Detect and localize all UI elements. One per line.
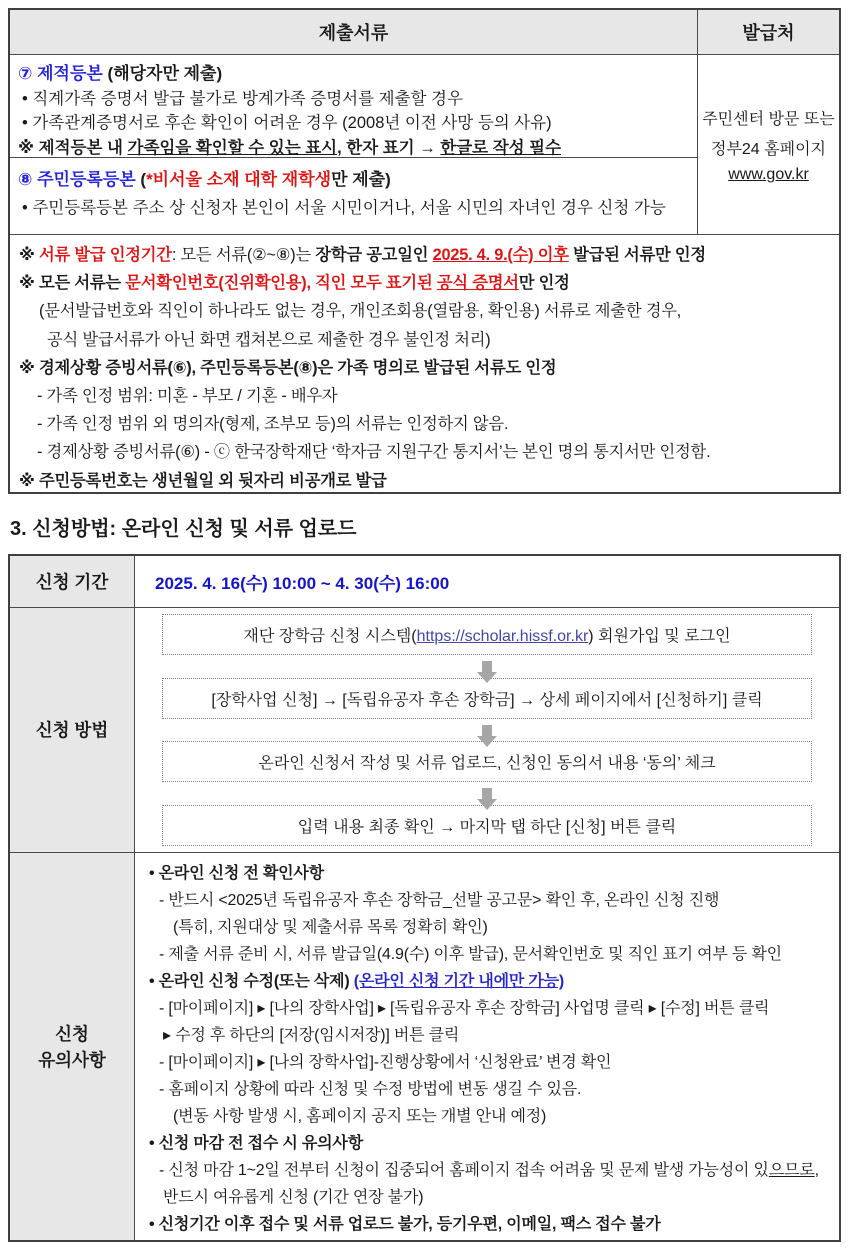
caution-line: - 반드시 <2025년 독립유공자 후손 장학금_선발 공고문> 확인 후, 온라인 신청 진행 bbox=[159, 892, 720, 909]
note-official-docs: ※ 모든 서류는 문서확인번호(진위확인용), 직인 모두 표기된 공식 증명서만 인정 bbox=[19, 274, 570, 293]
documents-rows bbox=[10, 55, 698, 235]
doc-7-bullet-1: • 직계가족 증명서 발급 불가로 방계가족 증명서를 제출할 경우 bbox=[22, 90, 463, 108]
doc-item-7-jeojeok bbox=[10, 55, 697, 158]
doc-8-title: ⑧ 주민등록등본 (*비서울 소재 대학 재학생만 제출) bbox=[18, 170, 391, 189]
flow-step-2: [장학사업 신청] → [독립유공자 후손 장학금] → 상세 페이지에서 [신청하기] 클릭 bbox=[162, 678, 812, 719]
caution-line: (변동 사항 발생 시, 홈페이지 공지 또는 개별 안내 예정) bbox=[173, 1108, 547, 1125]
note-official-docs-sub-1: (문서발급번호와 직인이 하나라도 없는 경우, 개인조회용(열람용, 확인용) 서류로 제출한 경우, bbox=[39, 302, 682, 321]
note-issue-period: ※ 서류 발급 인정기간: 모든 서류(②~⑧)는 장학금 공고일인 2025. 4. 9.(수) 이후 발급된 서류만 인정 bbox=[19, 246, 706, 264]
note-official-docs-sub-2: 공식 발급서류가 아닌 화면 캡쳐본으로 제출한 경우 불인정 처리) bbox=[47, 330, 491, 349]
caution-line: (특히, 지원대상 및 제출서류 목록 정확히 확인) bbox=[173, 919, 488, 936]
edit-period-link[interactable]: (온라인 신청 기간 내에만 가능) bbox=[353, 973, 565, 990]
caution-head-precheck: • 온라인 신청 전 확인사항 bbox=[149, 865, 324, 882]
application-table bbox=[8, 554, 841, 1242]
note-family-scope-3: - 경제상황 증빙서류(⑥) - ⓒ 한국장학재단 ‘학자금 지원구간 통지서’는 본인 명의 통지서만 인정함. bbox=[37, 443, 711, 462]
note-family-name-docs: ※ 경제상황 증빙서류(⑥), 주민등록등본(⑧)은 가족 명의로 발급된 서류도 인정 bbox=[19, 358, 557, 377]
caution-line: - [마이페이지] ▸ [나의 장학사업] ▸ [독립유공자 후손 장학금] 사업명 클릭 ▸ [수정] 버튼 클릭 bbox=[159, 1000, 770, 1017]
section-3-heading: 3. 신청방법: 온라인 신청 및 서류 업로드 bbox=[10, 518, 357, 540]
application-period-value: 2025. 4. 16(수) 10:00 ~ 4. 30(수) 16:00 bbox=[135, 556, 839, 608]
issuer-line-2: 정부24 홈페이지 bbox=[711, 140, 826, 158]
caution-line: - 제출 서류 준비 시, 서류 발급일(4.9(수) 이후 발급), 문서확인번호 및 직인 표기 여부 등 확인 bbox=[159, 946, 782, 963]
doc-7-bullet-2: • 가족관계증명서로 후손 확인이 어려운 경우 (2008년 이전 사망 등의 사유) bbox=[22, 114, 552, 132]
doc-item-8-jumin bbox=[10, 158, 697, 223]
caution-head-edit: • 온라인 신청 수정(또는 삭제) (온라인 신청 기간 내에만 가능) bbox=[149, 973, 565, 990]
note-family-scope-1: - 가족 인정 범위: 미혼 - 부모 / 기혼 - 배우자 bbox=[37, 387, 338, 406]
flow-step-3: 온라인 신청서 작성 및 서류 업로드, 신청인 동의서 내용 ‘동의’ 체크 bbox=[162, 741, 812, 782]
gov24-link[interactable]: www.gov.kr bbox=[728, 165, 809, 183]
note-family-scope-2: - 가족 인정 범위 외 명의자(형제, 조부모 등)의 서류는 인정하지 않음. bbox=[37, 415, 509, 434]
application-caution-cell bbox=[135, 853, 839, 1240]
caution-head-deadline: • 신청 마감 전 접수 시 유의사항 bbox=[149, 1135, 363, 1152]
caution-line: - 홈페이지 상황에 따라 신청 및 수정 방법에 변동 생길 수 있음. bbox=[159, 1081, 582, 1098]
col-header-submission-docs: 제출서류 bbox=[10, 10, 698, 55]
down-arrow-icon bbox=[477, 725, 497, 736]
doc-7-note: ※ 제적등본 내 가족임을 확인할 수 있는 표시, 한자 표기 → 한글로 작성 필수 bbox=[18, 139, 562, 157]
documents-table bbox=[8, 8, 841, 494]
issuer-line-1: 주민센터 방문 또는 bbox=[702, 110, 835, 128]
note-resident-number: ※ 주민등록번호는 생년월일 외 뒷자리 비공개로 발급 bbox=[19, 471, 387, 490]
caution-line: ▸ 수정 후 하단의 [저장(임시저장)] 버튼 클릭 bbox=[163, 1027, 460, 1044]
scholar-system-link[interactable]: https://scholar.hissf.or.kr bbox=[416, 628, 589, 645]
row-label-caution: 신청 유의사항 bbox=[10, 853, 135, 1240]
issuing-office-cell bbox=[698, 55, 839, 235]
doc-7-title: ⑦ 제적등본 (해당자만 제출) bbox=[18, 64, 223, 83]
down-arrow-icon bbox=[477, 661, 497, 672]
flow-step-4: 입력 내용 최종 확인 → 마지막 탭 하단 [신청] 버튼 클릭 bbox=[162, 805, 812, 846]
caution-line: - [마이페이지] ▸ [나의 장학사업]-진행상황에서 ‘신청완료’ 변경 확인 bbox=[159, 1054, 612, 1071]
row-label-period: 신청 기간 bbox=[10, 556, 135, 608]
application-method-cell bbox=[135, 608, 839, 853]
doc-8-bullet-1: • 주민등록등본 주소 상 신청자 본인이 서울 시민이거나, 서울 시민의 자녀인 경우 신청 가능 bbox=[22, 199, 666, 217]
caution-line: - 신청 마감 1~2일 전부터 신청이 집중되어 홈페이지 접속 어려움 및 문제 발생 가능성이 있으므로, bbox=[159, 1162, 819, 1179]
document-notes-cell bbox=[10, 235, 839, 492]
caution-head-after-deadline: • 신청기간 이후 접수 및 서류 업로드 불가, 등기우편, 이메일, 팩스 접수 불가 bbox=[149, 1216, 661, 1233]
row-label-method: 신청 방법 bbox=[10, 608, 135, 853]
flow-step-1: 재단 장학금 신청 시스템(https://scholar.hissf.or.kr) 회원가입 및 로그인 bbox=[162, 614, 812, 655]
caution-line: 반드시 여유롭게 신청 (기간 연장 불가) bbox=[163, 1189, 424, 1206]
col-header-issuing-office: 발급처 bbox=[698, 10, 839, 55]
down-arrow-icon bbox=[477, 788, 497, 799]
